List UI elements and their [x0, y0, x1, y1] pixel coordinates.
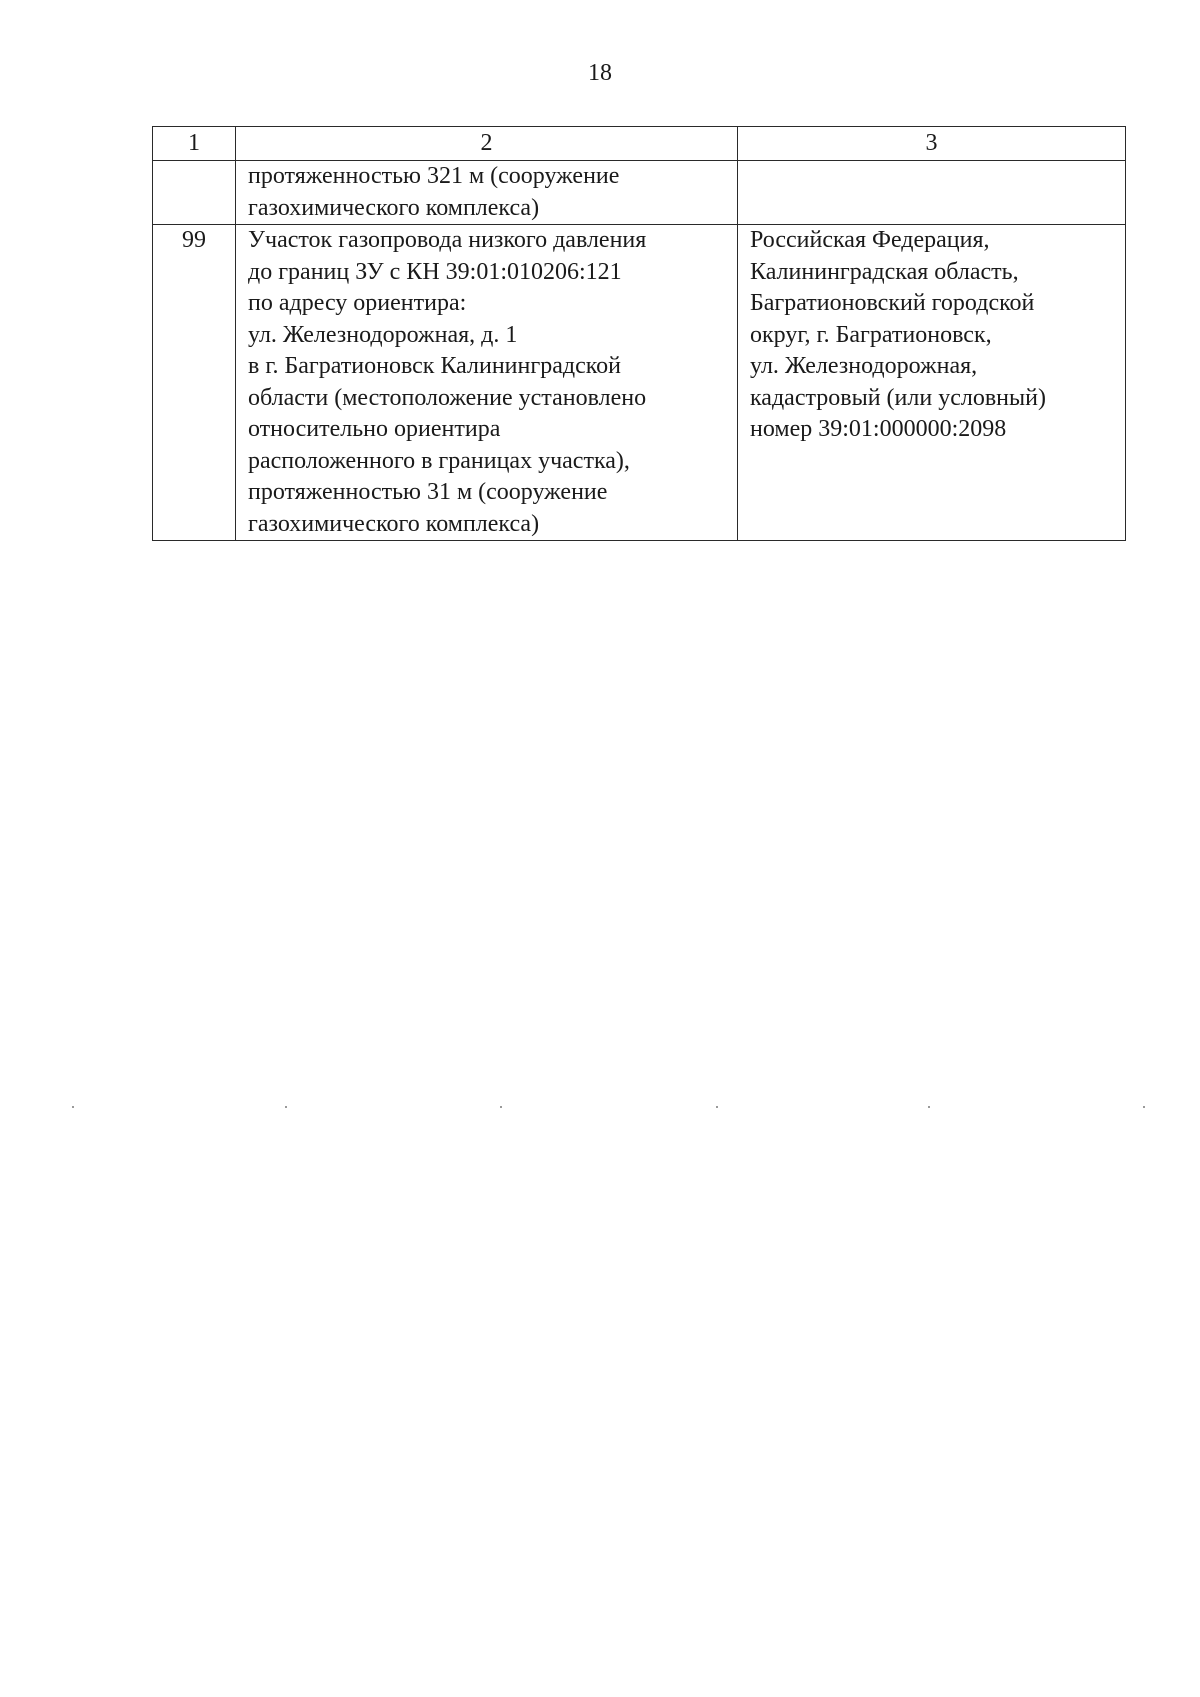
address-line: Российская Федерация,: [750, 227, 990, 253]
row-number: [153, 161, 236, 225]
object-address: [738, 161, 1126, 225]
scan-dot: [500, 1106, 502, 1108]
description-line: газохимического комплекса): [248, 194, 540, 221]
scan-dot: [716, 1106, 718, 1108]
description-line: области (местоположение установлено: [248, 384, 647, 411]
description-line: протяженностью 31 м (сооружение: [248, 479, 608, 505]
address-line: ул. Железнодорожная,: [750, 353, 978, 379]
address-line: номер 39:01:000000:2098: [750, 416, 1007, 442]
column-header-2: 2: [236, 127, 738, 161]
row-number: 99: [153, 225, 236, 541]
address-line: кадастровый (или условный): [750, 384, 1046, 411]
description-line: Участок газопровода низкого давления: [248, 227, 647, 253]
address-line: Багратионовский городской: [750, 290, 1035, 316]
scan-artifact-dots: [0, 1106, 1200, 1112]
objects-table: [152, 126, 1126, 541]
description-line: ул. Железнодорожная, д. 1: [248, 321, 518, 348]
object-address: [738, 225, 1126, 541]
scan-dot: [928, 1106, 930, 1108]
object-description: [236, 161, 738, 225]
table-row: [153, 225, 1126, 541]
page-number: 18: [588, 60, 612, 86]
table-header-row: [153, 127, 1126, 161]
address-line: Калининградская область,: [750, 258, 1019, 285]
table-row: [153, 161, 1126, 225]
scan-dot: [1143, 1106, 1145, 1108]
description-line: расположенного в границах участка),: [248, 447, 630, 474]
scan-dot: [72, 1106, 74, 1108]
address-line: округ, г. Багратионовск,: [750, 321, 992, 348]
description-line: газохимического комплекса): [248, 510, 540, 537]
description-line: до границ ЗУ с КН 39:01:010206:121: [248, 258, 622, 285]
description-line: по адресу ориентира:: [248, 290, 467, 316]
description-line: протяженностью 321 м (сооружение: [248, 163, 620, 189]
column-header-1: 1: [153, 127, 236, 161]
description-line: в г. Багратионовск Калининградской: [248, 353, 622, 379]
description-line: относительно ориентира: [248, 416, 501, 442]
scan-dot: [285, 1106, 287, 1108]
column-header-3: 3: [738, 127, 1126, 161]
object-description: [236, 225, 738, 541]
